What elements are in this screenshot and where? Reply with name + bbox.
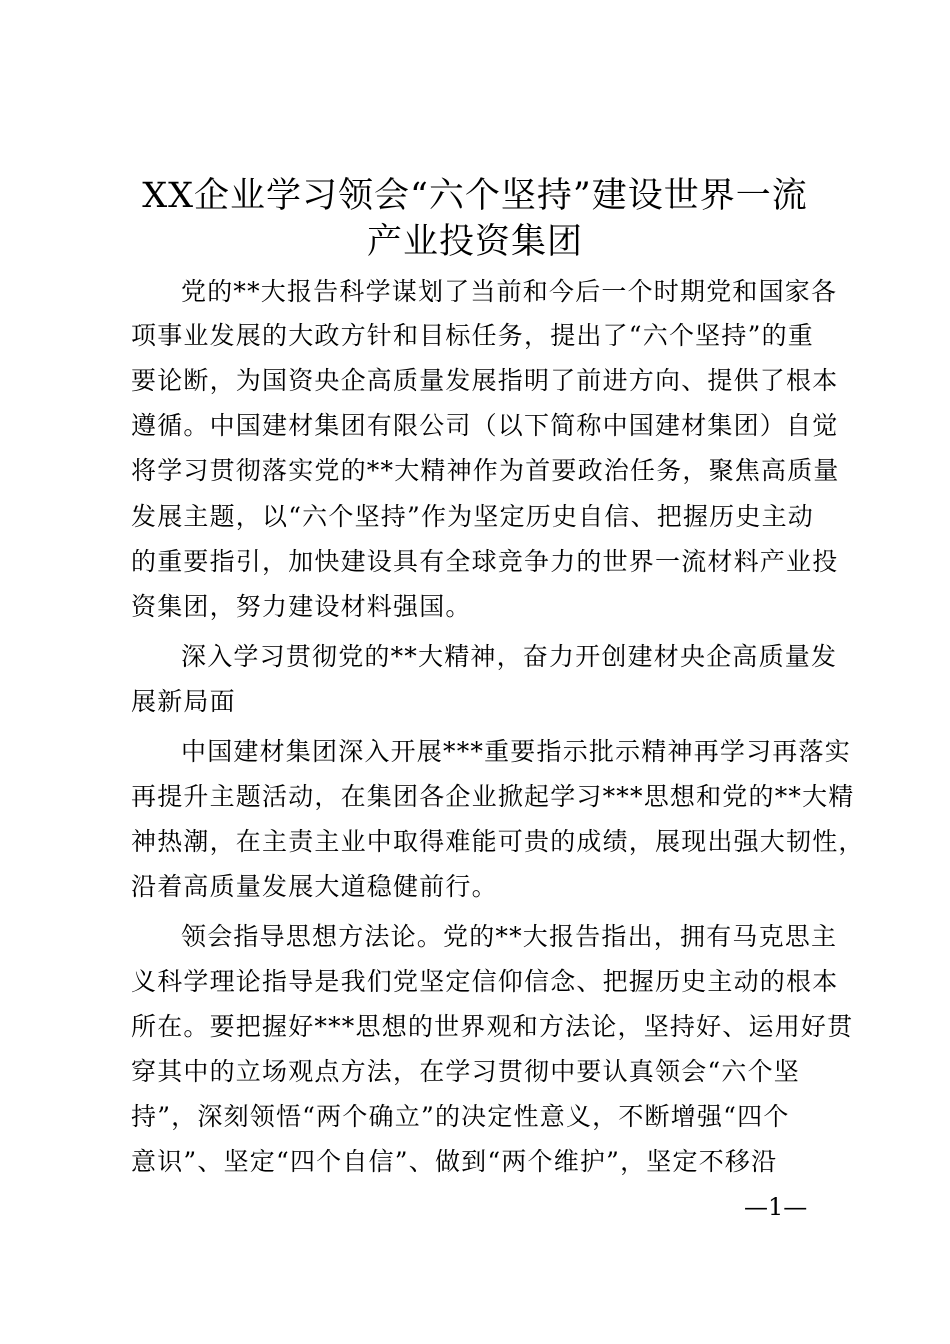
paragraph-1-line-6: 发展主题，以“六个坚持”作为坚定历史自信、把握历史主动 bbox=[131, 502, 814, 531]
paragraph-1-line-7: 的重要指引，加快建设具有全球竞争力的世界一流材料产业投 bbox=[131, 547, 839, 576]
paragraph-1-line-2: 项事业发展的大政方针和目标任务，提出了“六个坚持”的重 bbox=[131, 321, 814, 350]
paragraph-3-line-5: 持”，深刻领悟“两个确立”的决定性意义，不断增强“四个 bbox=[131, 1102, 790, 1131]
paragraph-1-line-5: 将学习贯彻落实党的**大精神作为首要政治任务，聚焦高质量 bbox=[131, 456, 840, 485]
paragraph-2-line-4: 沿着高质量发展大道稳健前行。 bbox=[131, 872, 498, 901]
document-title-line-1: XX企业学习领会“六个坚持”建设世界一流 bbox=[142, 176, 808, 216]
paragraph-1-line-3: 要论断，为国资央企高质量发展指明了前进方向、提供了根本 bbox=[131, 366, 839, 395]
document-title-line-2: 产业投资集团 bbox=[366, 222, 583, 262]
paragraph-3-line-6: 意识”、坚定“四个自信”、做到“两个维护”，坚定不移沿 bbox=[131, 1147, 778, 1176]
paragraph-1-line-4: 遵循。中国建材集团有限公司（以下简称中国建材集团）自觉 bbox=[131, 411, 839, 440]
paragraph-1-line-8: 资集团，努力建设材料强国。 bbox=[131, 592, 472, 621]
paragraph-3-line-2: 义科学理论指导是我们党坚定信仰信念、把握历史主动的根本 bbox=[131, 967, 839, 996]
paragraph-2-line-3: 神热潮，在主责主业中取得难能可贵的成绩，展现出强大韧性， bbox=[131, 827, 865, 856]
paragraph-3-line-4: 穿其中的立场观点方法，在学习贯彻中要认真领会“六个坚 bbox=[131, 1057, 800, 1086]
heading-line-2: 展新局面 bbox=[131, 687, 236, 716]
paragraph-2-line-1: 中国建材集团深入开展***重要指示批示精神再学习再落实 bbox=[181, 737, 851, 766]
paragraph-1-line-1: 党的**大报告科学谋划了当前和今后一个时期党和国家各 bbox=[181, 277, 838, 306]
heading-line-1: 深入学习贯彻党的**大精神，奋力开创建材央企高质量发 bbox=[181, 642, 838, 671]
page-number: —1— bbox=[744, 1193, 808, 1221]
paragraph-3-line-3: 所在。要把握好***思想的世界观和方法论，坚持好、运用好贯 bbox=[131, 1012, 854, 1041]
paragraph-3-line-1: 领会指导思想方法论。党的**大报告指出，拥有马克思主 bbox=[181, 922, 838, 951]
paragraph-2-line-2: 再提升主题活动，在集团各企业掀起学习***思想和党的**大精 bbox=[131, 782, 855, 811]
